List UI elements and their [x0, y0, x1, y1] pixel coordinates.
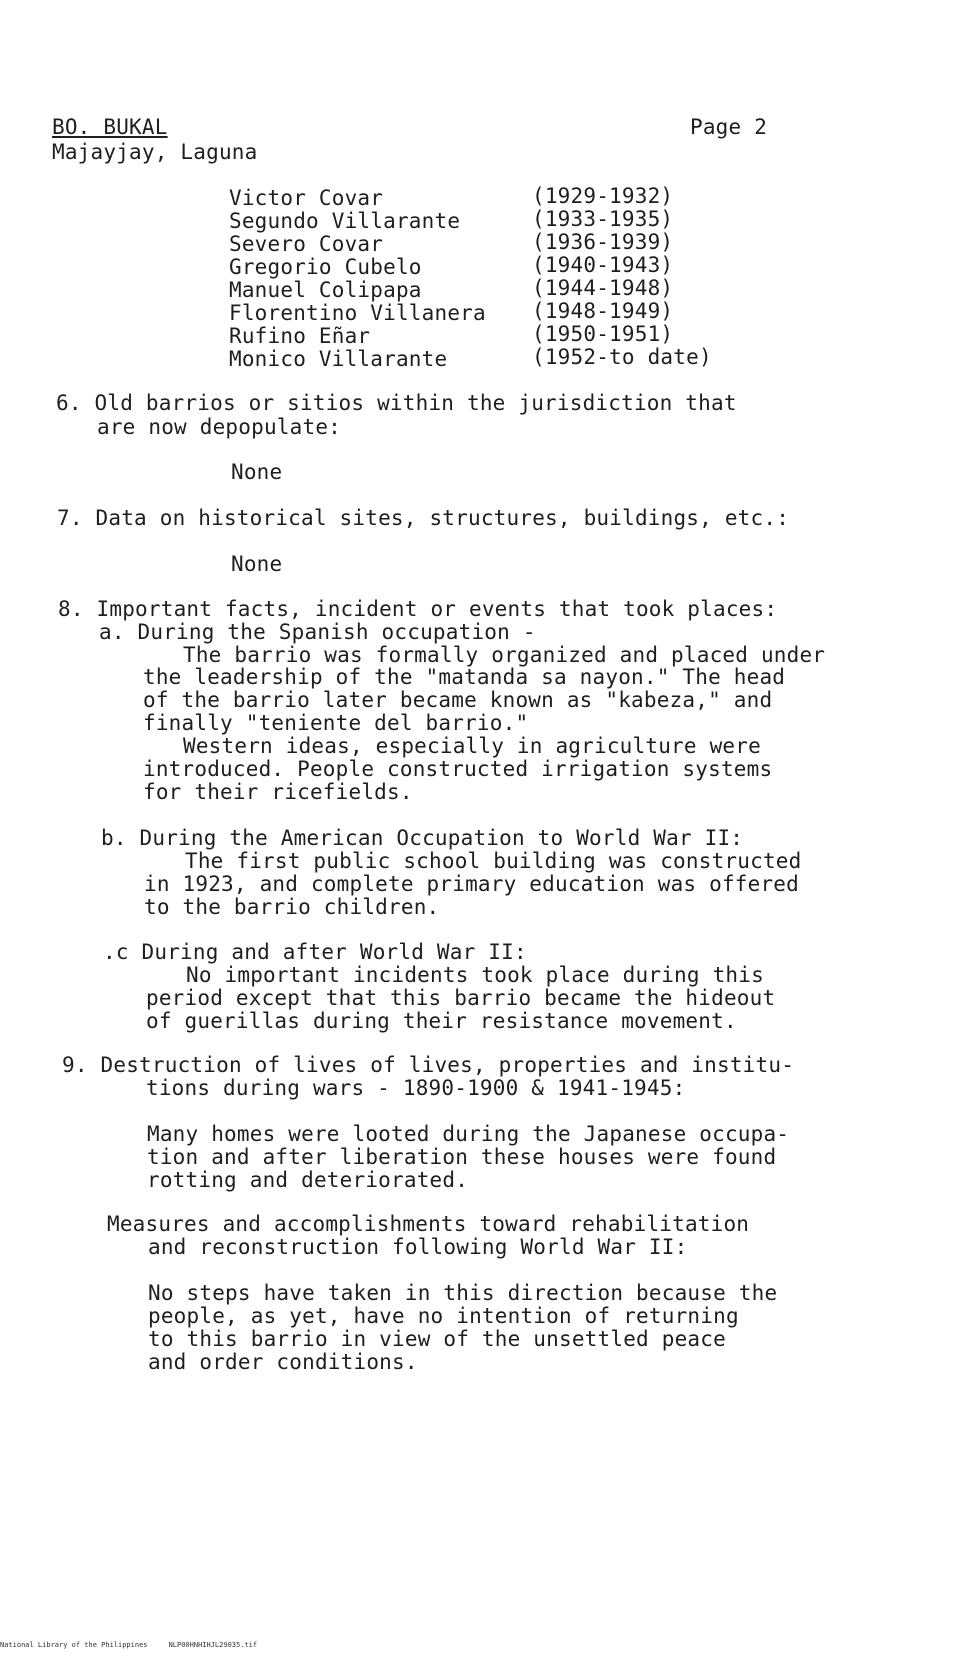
item9-line: tion and after liberation these houses were found [147, 1145, 777, 1169]
item8b-line: The first public school building was constructed [185, 849, 802, 873]
measures-line: people, as yet, have no intention of returning [148, 1304, 739, 1328]
item8a-line: Western ideas, especially in agriculture were [183, 734, 761, 758]
official-name: Manuel Colipapa [229, 278, 422, 302]
item6-heading-cont: are now depopulate: [97, 415, 342, 439]
item8b-heading: b. During the American Occupation to World War II: [101, 826, 744, 850]
item8b-line: to the barrio children. [144, 895, 440, 919]
item8-heading: 8. Important facts, incident or events that took places: [58, 597, 778, 621]
official-name: Rufino Eñar [229, 324, 371, 348]
item8c-line: No important incidents took place during this [186, 963, 764, 987]
item9-heading: 9. Destruction of lives of lives, properties and institu- [62, 1053, 795, 1077]
item8a-line: for their ricefields. [143, 780, 413, 804]
town-name: Majayjay, Laguna [52, 140, 258, 164]
item8a-line: finally "teniente del barrio." [143, 711, 529, 735]
item8a-heading: a. During the Spanish occupation - [99, 620, 536, 644]
item8c-heading: .c During and after World War II: [103, 940, 527, 964]
official-years: (1929-1932) [532, 184, 674, 208]
scan-footer: National Library of the Philippines NLP00HNHIHJL29035.tif [0, 1641, 258, 1649]
official-years: (1944-1948) [532, 276, 674, 300]
item6-answer: None [231, 460, 283, 484]
official-name: Florentino Villanera [229, 301, 486, 325]
measures-line: to this barrio in view of the unsettled peace [148, 1327, 726, 1351]
official-years: (1948-1949) [532, 299, 674, 323]
page-number: Page 2 [690, 115, 768, 139]
item9-line: Many homes were looted during the Japanese occupa- [147, 1122, 790, 1146]
item8a-line: the leadership of the "matanda sa nayon." The head [143, 665, 786, 689]
official-years: (1950-1951) [532, 322, 674, 346]
item6-heading: 6. Old barrios or sitios within the jurisdiction that [56, 391, 737, 415]
official-years: (1940-1943) [532, 253, 674, 277]
official-name: Segundo Villarante [229, 209, 461, 233]
measures-heading-cont: and reconstruction following World War II: [148, 1235, 688, 1259]
item7-heading: 7. Data on historical sites, structures, buildings, etc.: [57, 506, 790, 530]
measures-line: No steps have taken in this direction because the [148, 1281, 778, 1305]
official-years: (1952-to date) [532, 345, 712, 369]
item8c-line: period except that this barrio became the hideout [146, 986, 776, 1010]
item9-line: rotting and deteriorated. [147, 1168, 469, 1192]
official-name: Severo Covar [229, 232, 384, 256]
item8c-line: of guerillas during their resistance movement. [146, 1009, 737, 1033]
official-name: Victor Covar [229, 186, 384, 210]
item7-answer: None [231, 552, 283, 576]
official-name: Monico Villarante [229, 347, 448, 371]
item8a-line: of the barrio later became known as "kabeza," and [143, 688, 773, 712]
official-years: (1933-1935) [532, 207, 674, 231]
item8a-line: introduced. People constructed irrigation systems [143, 757, 773, 781]
item8a-line: The barrio was formally organized and placed under [183, 643, 826, 667]
measures-line: and order conditions. [148, 1350, 418, 1374]
measures-heading: Measures and accomplishments toward rehabilitation [107, 1212, 750, 1236]
item9-heading-cont: tions during wars - 1890-1900 & 1941-1945: [146, 1076, 686, 1100]
barrio-title: BO. BUKAL [52, 115, 168, 139]
official-name: Gregorio Cubelo [229, 255, 422, 279]
official-years: (1936-1939) [532, 230, 674, 254]
item8b-line: in 1923, and complete primary education was offered [144, 872, 799, 896]
